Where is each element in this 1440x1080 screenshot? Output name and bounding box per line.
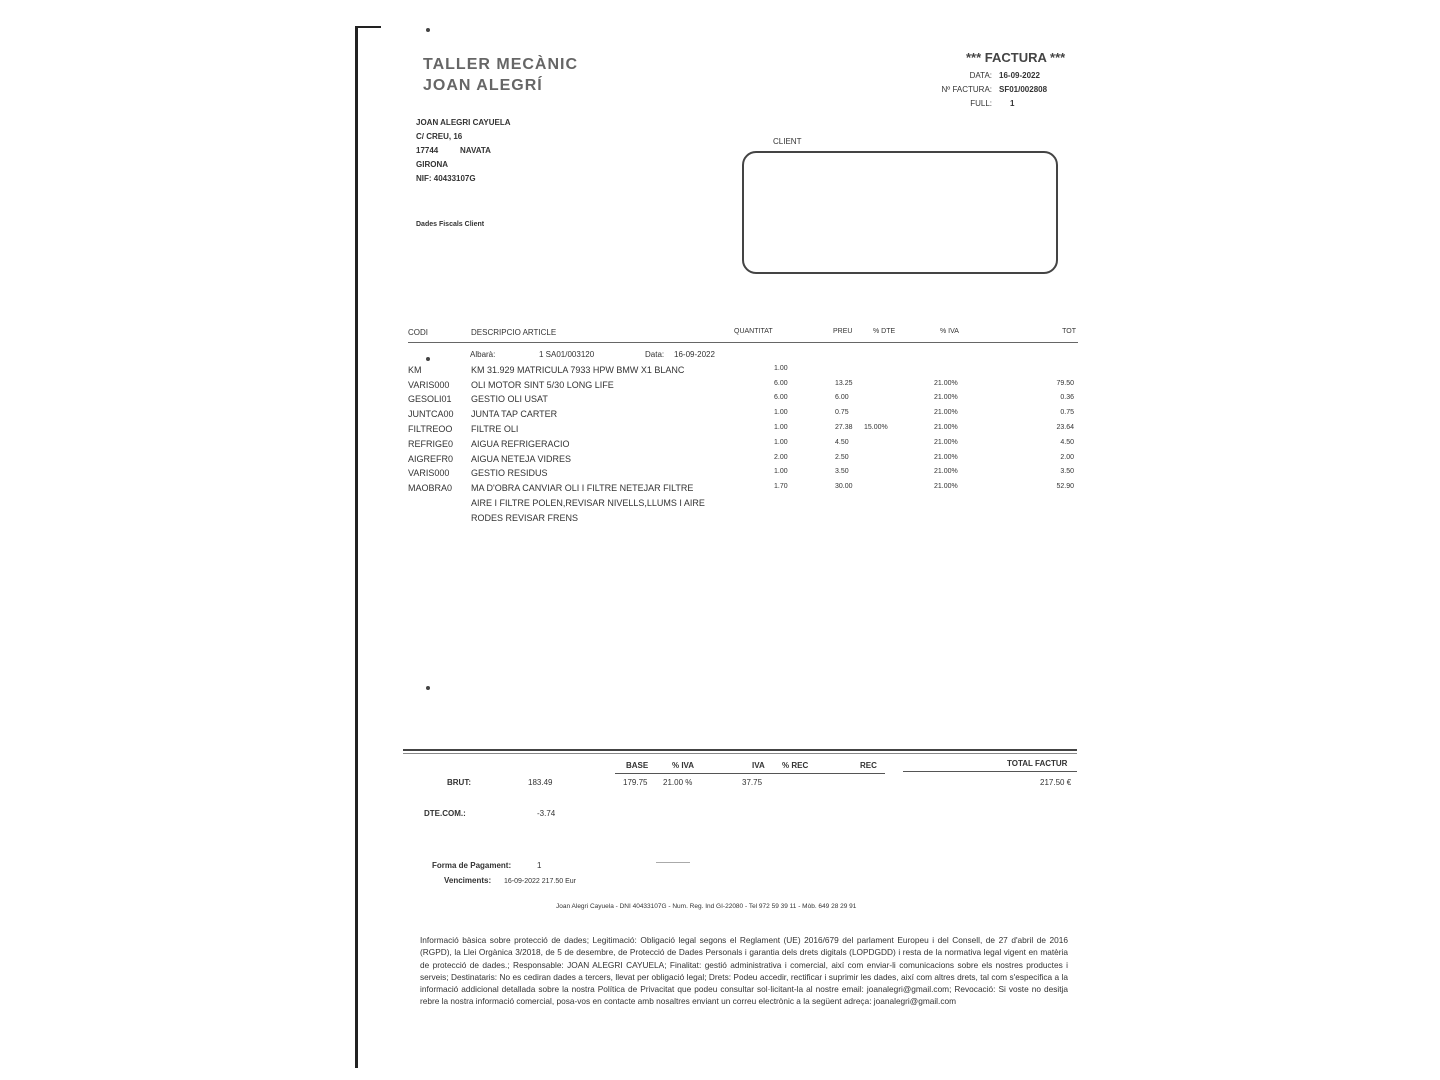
invoice-title: *** FACTURA *** <box>966 50 1066 65</box>
row-description: JUNTA TAP CARTER <box>471 409 558 419</box>
footer-registry: Joan Alegri Cayuela - DNI 40433107G - Num. Reg. Ind GI-22080 - Tel 972 59 39 11 - Mòb. 649 28 29 91 <box>556 903 857 910</box>
pct-iva-value: 21.00 % <box>663 778 693 787</box>
total-value: 217.50 € <box>1040 778 1072 787</box>
delivery-date: 16-09-2022 <box>674 350 715 359</box>
privacy-notice: Informació bàsica sobre protecció de dades; Legitimació: Obligació legal segons el Reglament (UE) 2016/679 del parlament Europeu i del Consell, de 27 d'abril de 2016 (RGPD), la Llei Orgànica 3/2018, de 5 de desembre, de Protecció de Dades Personals i garantia dels drets digitals (LOPDGDD) i resta de la normativa legal vigent en matèria de protecció de dades.; Responsable: JOAN ALEGRI CAYUELA; Finalitat: gestió administrativa i comercial, així com enviar-li comunicacions sobre els nostres productes i serveis; Destinataris: No es cediran dades a tercers, llevat per obligació legal; Drets: Podeu accedir, rectificar i suprimir les dades, així com altres drets, tal com s'especifica a la informació addicional detallada sobre la nostra Política de Privacitat que podeu consultar sol·licitant-la al nostre email: joanalegri@gmail.com; Revocació: Si voste no desitja rebre la nostra informació comercial, posa-vos en contacte amb nosaltres enviant un correu electrònic a la següent adreça: joanalegri@gmail.com <box>420 935 1068 1007</box>
row-vat: 21.00% <box>934 380 958 387</box>
table-row <box>408 380 1078 394</box>
row-description: OLI MOTOR SINT 5/30 LONG LIFE <box>471 380 614 390</box>
row-code: JUNTCA00 <box>408 409 454 419</box>
row-description: FILTRE OLI <box>471 424 519 434</box>
invoice-page-value: 1 <box>1010 99 1015 108</box>
row-code: GESOLI01 <box>408 394 452 404</box>
table-row <box>408 409 1078 423</box>
col-discount-header: % DTE <box>873 328 896 335</box>
row-code: KM <box>408 365 422 375</box>
totals-pct-rec-header: % REC <box>782 761 809 770</box>
row-quantity: 1.00 <box>774 439 788 446</box>
company-name-line1: TALLER MECÀNIC <box>423 56 579 73</box>
row-quantity: 1.00 <box>774 409 788 416</box>
row-discount: 15.00% <box>864 424 888 431</box>
table-row <box>408 424 1078 438</box>
table-row-continuation <box>408 513 1078 527</box>
invoice-page-label: FULL: <box>970 99 992 108</box>
table-row <box>408 365 1078 379</box>
delivery-number: 1 SA01/003120 <box>539 350 595 359</box>
row-vat: 21.00% <box>934 424 958 431</box>
totals-base-header: BASE <box>626 761 649 770</box>
totals-rec-header: REC <box>860 761 877 770</box>
row-total: 0.75 <box>1060 409 1074 416</box>
totals-header-rule <box>615 773 885 774</box>
row-description-continued: AIRE I FILTRE POLEN,REVISAR NIVELLS,LLUMS I AIRE <box>471 498 705 508</box>
brut-value: 183.49 <box>528 778 553 787</box>
table-row <box>408 439 1078 453</box>
table-row <box>408 394 1078 408</box>
row-vat: 21.00% <box>934 409 958 416</box>
row-vat: 21.00% <box>934 394 958 401</box>
brut-label: BRUT: <box>447 778 471 787</box>
row-quantity: 6.00 <box>774 394 788 401</box>
row-price: 0.75 <box>835 409 849 416</box>
row-code: REFRIGE0 <box>408 439 454 449</box>
row-total: 52.90 <box>1056 483 1074 490</box>
totals-pct-iva-header: % IVA <box>672 761 695 770</box>
due-value: 16-09-2022 217.50 Eur <box>504 878 576 885</box>
dte-com-value: -3.74 <box>537 809 556 818</box>
totals-iva-header: IVA <box>752 761 765 770</box>
client-address-box <box>742 151 1058 274</box>
row-quantity: 1.00 <box>774 424 788 431</box>
row-vat: 21.00% <box>934 483 958 490</box>
row-vat: 21.00% <box>934 468 958 475</box>
col-price-header: PREU <box>833 328 853 335</box>
due-label: Venciments: <box>444 876 492 885</box>
row-total: 2.00 <box>1060 454 1074 461</box>
row-price: 6.00 <box>835 394 849 401</box>
row-quantity: 1.00 <box>774 468 788 475</box>
punch-mark <box>426 28 430 32</box>
row-price: 4.50 <box>835 439 849 446</box>
row-description: AIGUA REFRIGERACIO <box>471 439 570 449</box>
company-town: NAVATA <box>460 146 491 155</box>
totals-top-rule <box>403 749 1077 751</box>
binding-edge <box>355 26 358 1068</box>
row-description: GESTIO RESIDUS <box>471 468 548 478</box>
row-code: AIGREFR0 <box>408 454 454 464</box>
row-code: VARIS000 <box>408 380 450 390</box>
table-row <box>408 454 1078 468</box>
row-vat: 21.00% <box>934 439 958 446</box>
row-quantity: 1.70 <box>774 483 788 490</box>
totals-total-header: TOTAL FACTUR <box>1007 759 1068 768</box>
row-price: 2.50 <box>835 454 849 461</box>
totals-top-rule-thin <box>403 753 1077 754</box>
row-total: 0.36 <box>1060 394 1074 401</box>
row-total: 3.50 <box>1060 468 1074 475</box>
delivery-note-line <box>408 350 1078 364</box>
payment-method-value: 1 <box>537 861 542 870</box>
payment-scribble <box>656 862 690 863</box>
row-description: GESTIO OLI USAT <box>471 394 548 404</box>
row-total: 4.50 <box>1060 439 1074 446</box>
row-description: KM 31.929 MATRICULA 7933 HPW BMW X1 BLANC <box>471 365 685 375</box>
company-name-line2: JOAN ALEGRÍ <box>423 77 543 94</box>
invoice-date-label: DATA: <box>969 71 992 80</box>
company-nif: NIF: 40433107G <box>416 174 476 183</box>
dte-com-label: DTE.COM.: <box>424 809 466 818</box>
client-fiscal-label: Dades Fiscals Client <box>416 221 485 228</box>
delivery-date-label: Data: <box>645 350 665 359</box>
binding-edge-top <box>355 26 381 28</box>
table-row <box>408 483 1078 497</box>
row-price: 30.00 <box>835 483 853 490</box>
row-description: MA D'OBRA CANVIAR OLI I FILTRE NETEJAR FILTRE <box>471 483 694 493</box>
company-owner: JOAN ALEGRI CAYUELA <box>416 118 511 127</box>
col-code-header: CODI <box>408 328 428 337</box>
row-total: 23.64 <box>1056 424 1074 431</box>
invoice-number-label: Nº FACTURA: <box>941 85 992 94</box>
col-description-header: DESCRIPCIO ARTICLE <box>471 328 557 337</box>
company-zip: 17744 <box>416 146 439 155</box>
row-quantity: 6.00 <box>774 380 788 387</box>
col-total-header: TOT <box>1062 328 1076 335</box>
delivery-label: Albarà: <box>470 350 496 359</box>
row-code: FILTREOO <box>408 424 453 434</box>
table-header <box>408 328 1078 342</box>
row-quantity: 1.00 <box>774 365 788 372</box>
row-price: 13.25 <box>835 380 853 387</box>
total-header-rule <box>903 771 1077 772</box>
table-row <box>408 468 1078 482</box>
row-code: MAOBRA0 <box>408 483 453 493</box>
table-row-continuation <box>408 498 1078 512</box>
col-vat-header: % IVA <box>940 328 959 335</box>
col-quantity-header: QUANTITAT <box>734 328 773 335</box>
company-province: GIRONA <box>416 160 448 169</box>
row-total: 79.50 <box>1056 380 1074 387</box>
row-description-continued: RODES REVISAR FRENS <box>471 513 579 523</box>
invoice-date-value: 16-09-2022 <box>999 71 1040 80</box>
row-price: 27.38 <box>835 424 853 431</box>
invoice-number-value: SF01/002808 <box>999 85 1048 94</box>
row-quantity: 2.00 <box>774 454 788 461</box>
row-code: VARIS000 <box>408 468 450 478</box>
base-value: 179.75 <box>623 778 648 787</box>
table-header-rule <box>408 342 1078 343</box>
row-vat: 21.00% <box>934 454 958 461</box>
row-price: 3.50 <box>835 468 849 475</box>
iva-value: 37.75 <box>742 778 763 787</box>
row-description: AIGUA NETEJA VIDRES <box>471 454 572 464</box>
company-street: C/ CREU, 16 <box>416 132 463 141</box>
punch-mark <box>426 686 430 690</box>
payment-method-label: Forma de Pagament: <box>432 861 512 870</box>
client-label: CLIENT <box>773 137 802 146</box>
